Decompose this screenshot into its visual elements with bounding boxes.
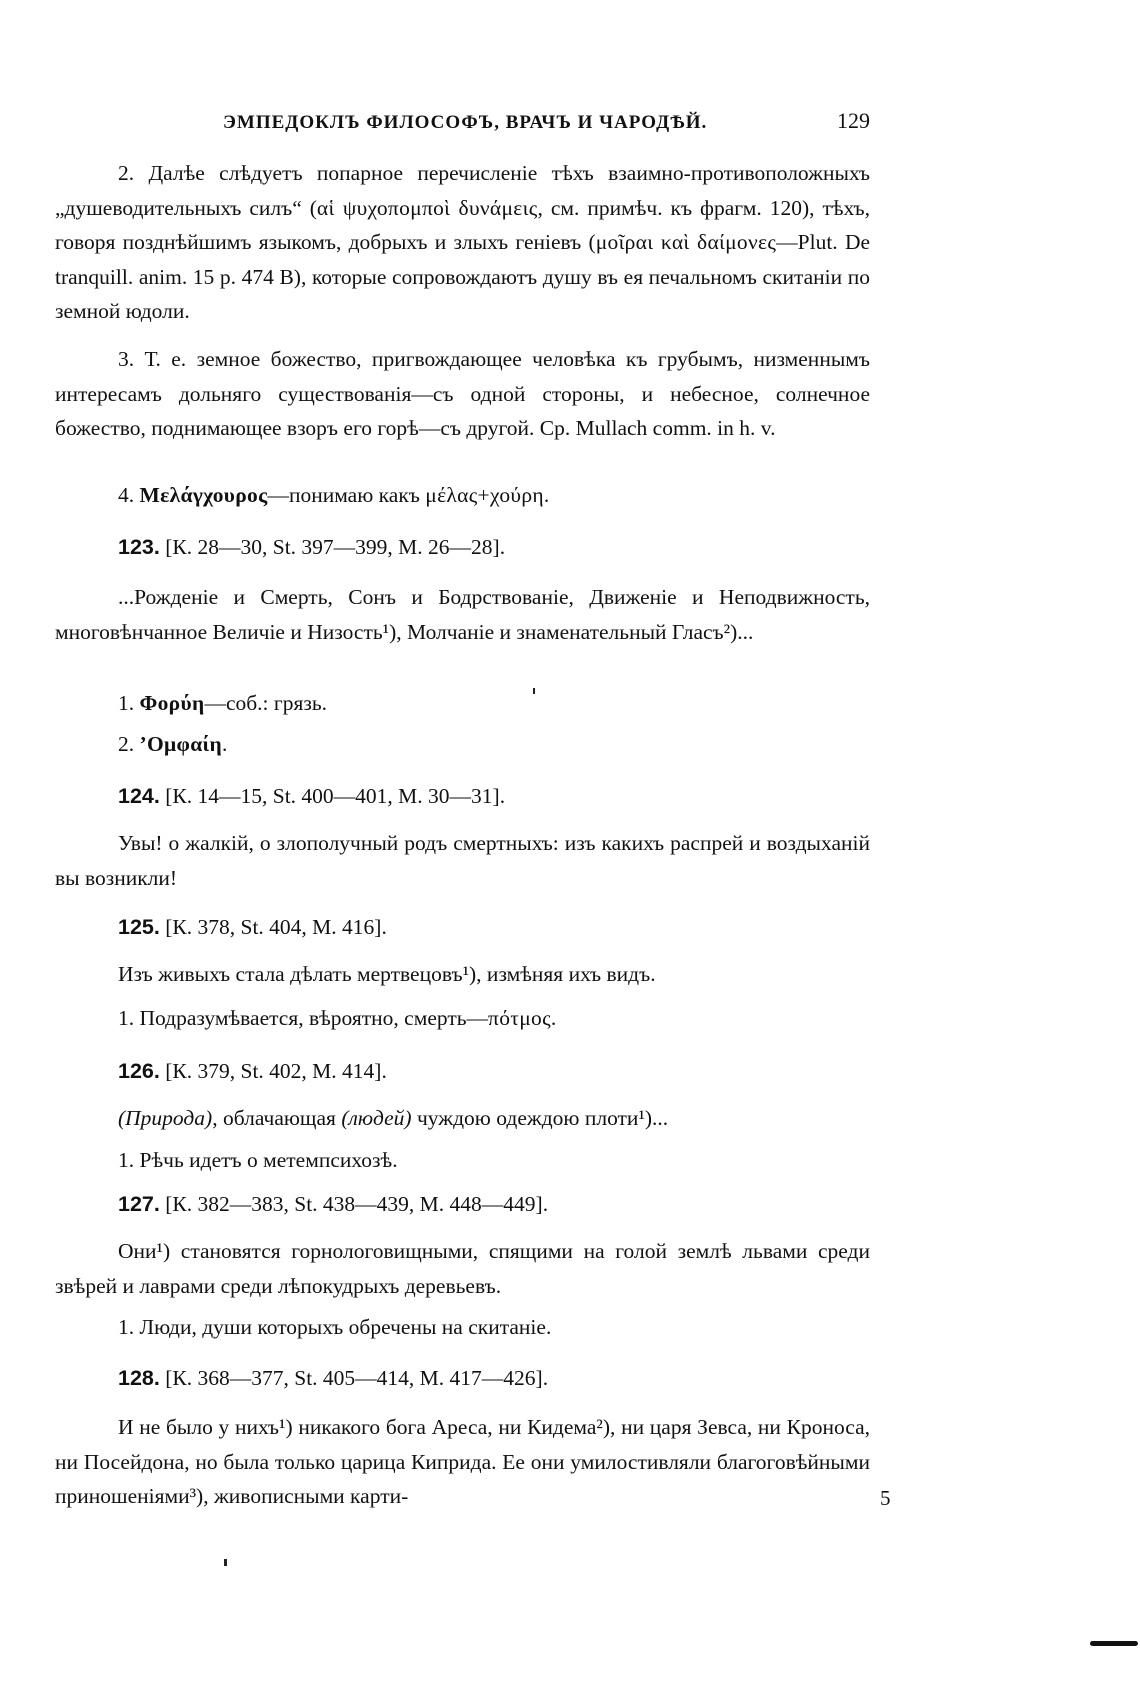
note-2-greek-b: μοῖραι καὶ δαίμονες [595, 230, 777, 254]
fragment-number: 123. [118, 535, 160, 559]
fragment-ref: [К. 14—15, St. 400—401, М. 30—31]. [165, 784, 506, 808]
fragment-ref: [К. 368—377, St. 405—414, М. 417—426]. [165, 1366, 549, 1390]
fragment-heading [118, 1366, 548, 1391]
note-4-num: 4. [118, 483, 135, 507]
note-3 [55, 342, 870, 446]
page-header [55, 108, 870, 142]
scan-speck [533, 688, 535, 694]
fragment-note: 1. Φορύη—соб.: грязь. [118, 691, 328, 715]
note-2-num: 2. [118, 161, 135, 185]
fragment-heading [118, 1059, 387, 1084]
fragment-note: 1. Люди, души которыхъ обречены на скитаніе. [118, 1315, 552, 1339]
fragment-text: (Природа), облачающая (людей) чуждою одеждою плоти¹)... [118, 1106, 669, 1130]
fragment-number: 127. [118, 1192, 160, 1216]
note-2 [55, 156, 870, 329]
running-title: ЭМПЕДОКЛЪ ФИЛОСОФЪ, ВРАЧЪ И ЧАРОДѢЙ. [223, 112, 708, 133]
note-4-text-a: —понимаю какъ [267, 483, 426, 507]
fragment-note: 1. Рѣчь идетъ о метемпсихозѣ. [118, 1148, 398, 1172]
fragment-text: Увы! о жалкій, о злополучный родъ смертныхъ: изъ какихъ распрей и воздыханій вы возникли! [55, 831, 870, 890]
note-4-greek-a: Μελάγχουρος [139, 483, 268, 507]
fragment-number: 124. [118, 784, 160, 808]
scan-edge-mark [1090, 1641, 1138, 1646]
note-4 [118, 478, 549, 512]
fragment-text: Они¹) становятся горнологовищными, спящими на голой землѣ львами среди звѣрей и лаврами среди лѣпокудрыхъ деревьевъ. [55, 1239, 870, 1298]
fragment-ref: [К. 379, St. 402, М. 414]. [165, 1059, 387, 1083]
fragment-text: Изъ живыхъ стала дѣлать мертвецовъ¹), измѣняя ихъ видъ. [118, 962, 656, 986]
fragment-text: ...Рожденіе и Смерть, Сонъ и Бодрствованіе, Движеніе и Неподвижность, многовѣнчанное Величіе и Низость¹), Молчаніе и знаменательный Гласъ²)... [55, 585, 870, 644]
page-number: 129 [837, 108, 870, 133]
fragment-number: 126. [118, 1059, 160, 1083]
fragment-note: 2. ’Ομφαίη. [118, 732, 228, 756]
fragment-ref: [К. 382—383, St. 438—439, М. 448—449]. [165, 1192, 549, 1216]
fragment-text: И не было у нихъ¹) никакого бога Ареса, ни Кидема²), ни царя Зевса, ни Кроноса, ни Посейдона, но была только царица Киприда. Ее они умилостивляли благоговѣйными приношеніями³), живописными карти- [55, 1415, 870, 1508]
fragment-heading [118, 535, 505, 560]
note-2-greek-a: αἱ ψυχοπομποὶ δυνάμεις [316, 195, 538, 220]
note-2-text-c: —Plut. De tranquill. anim. 15 p. 474 B), которые сопровождаютъ душу въ ея печальномъ скитаніи по земной юдоли. [55, 230, 871, 323]
fragment-ref: [К. 28—30, St. 397—399, М. 26—28]. [165, 535, 506, 559]
fragment-note: 1. Подразумѣвается, вѣроятно, смерть—πότμος. [118, 1006, 557, 1030]
fragment-number: 128. [118, 1366, 160, 1390]
note-4-greek-b: μέλας+χούρη [425, 483, 544, 507]
fragment-heading [118, 1192, 548, 1217]
margin-line-number: 5 [880, 1486, 891, 1510]
note-3-text: 3. Т. е. земное божество, пригвождающее человѣка къ грубымъ, низменнымъ интересамъ дольняго существованія—съ одной стороны, и небесное, солнечное божество, поднимающее взоръ его горѣ—съ другой. Ср. Mullach comm. in h. v. [55, 347, 870, 440]
fragment-ref: [К. 378, St. 404, М. 416]. [165, 915, 387, 939]
fragment-number: 125. [118, 915, 160, 939]
note-4-text-b: . [543, 483, 550, 507]
scan-speck [224, 1559, 227, 1566]
fragment-heading [118, 784, 505, 809]
fragment-heading [118, 915, 387, 940]
note-2-text-b: , см. примѣч. къ фрагм. 120), тѣхъ, говоря позднѣйшимъ языкомъ, добрыхъ и злыхъ геніевъ ( [55, 195, 870, 254]
note-2-text-a: Далѣе слѣдуетъ попарное перечисленіе тѣхъ взаимно-противоположныхъ „душеводительныхъ силъ“ ( [55, 161, 870, 220]
